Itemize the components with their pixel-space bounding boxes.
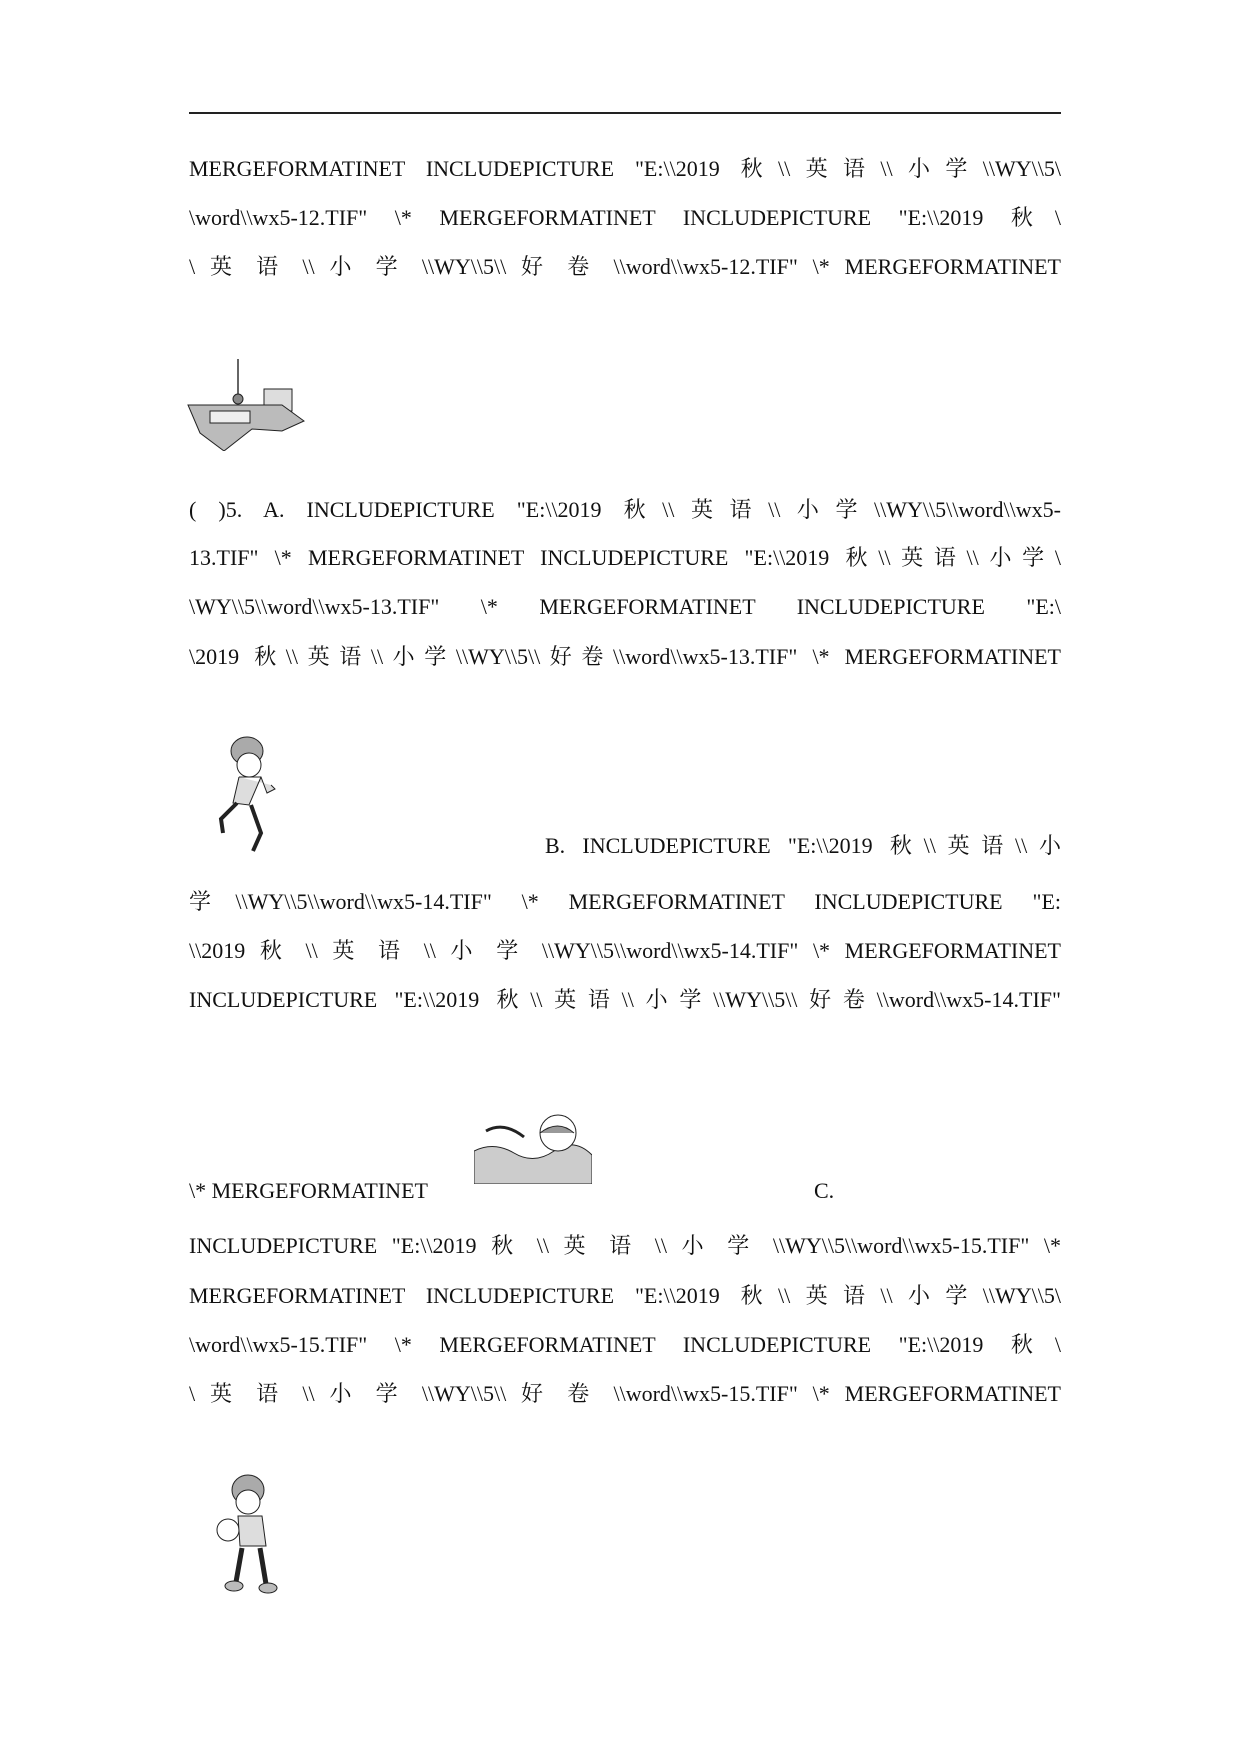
text-line: \\2019 秋 \\ 英 语 \\ 小 学 \\WY\\5\\word\\wx5-14.TIF" \* MERGEFORMATINET bbox=[189, 938, 1061, 963]
swimmer-picture bbox=[474, 1111, 592, 1184]
text-line: INCLUDEPICTURE "E:\\2019 秋 \\ 英 语 \\ 小 学 \\WY\\5\\word\\wx5-15.TIF" \* bbox=[189, 1233, 1061, 1258]
text-line: \* MERGEFORMATINET bbox=[189, 1178, 428, 1203]
running-boy-picture bbox=[209, 733, 289, 857]
room-picture bbox=[186, 359, 310, 451]
option-b-label: B. INCLUDEPICTURE "E:\\2019 秋\\英语\\小 bbox=[545, 833, 1061, 858]
text-line: ( )5. A. INCLUDEPICTURE "E:\\2019 秋\\英语\\小学\\WY\\5\\word\\wx5- bbox=[189, 497, 1061, 522]
text-line: 学\\WY\\5\\word\\wx5-14.TIF" \* MERGEFORMATINET INCLUDEPICTURE "E: bbox=[189, 889, 1061, 914]
header-rule bbox=[189, 112, 1061, 114]
text-line: \word\\wx5-15.TIF" \* MERGEFORMATINET INCLUDEPICTURE "E:\\2019 秋\ bbox=[189, 1332, 1061, 1357]
text-line: \word\\wx5-12.TIF" \* MERGEFORMATINET INCLUDEPICTURE "E:\\2019 秋\ bbox=[189, 205, 1061, 230]
text-line: \ 英 语 \\ 小 学 \\WY\\5\\ 好 卷 \\word\\wx5-15.TIF" \* MERGEFORMATINET bbox=[189, 1381, 1061, 1406]
text-line: \ 英 语 \\ 小 学 \\WY\\5\\ 好 卷 \\word\\wx5-12.TIF" \* MERGEFORMATINET bbox=[189, 254, 1061, 279]
text-line: MERGEFORMATINET INCLUDEPICTURE "E:\\2019 秋\\英语\\小学\\WY\\5\ bbox=[189, 1283, 1061, 1308]
text-line: \WY\\5\\word\\wx5-13.TIF" \* MERGEFORMATINET INCLUDEPICTURE "E:\ bbox=[189, 594, 1061, 619]
text-line: MERGEFORMATINET INCLUDEPICTURE "E:\\2019 秋\\英语\\小学\\WY\\5\ bbox=[189, 156, 1061, 181]
option-c-label: C. bbox=[814, 1178, 835, 1203]
volleyball-boy-picture bbox=[212, 1472, 284, 1596]
text-line: INCLUDEPICTURE "E:\\2019 秋\\英语\\小学\\WY\\5\\好卷\\word\\wx5-14.TIF" bbox=[189, 987, 1061, 1012]
text-line: 13.TIF" \* MERGEFORMATINET INCLUDEPICTURE "E:\\2019 秋\\英语\\小学\ bbox=[189, 545, 1061, 570]
text-line: \2019 秋\\英语\\小学\\WY\\5\\好卷\\word\\wx5-13.TIF" \* MERGEFORMATINET bbox=[189, 644, 1061, 669]
